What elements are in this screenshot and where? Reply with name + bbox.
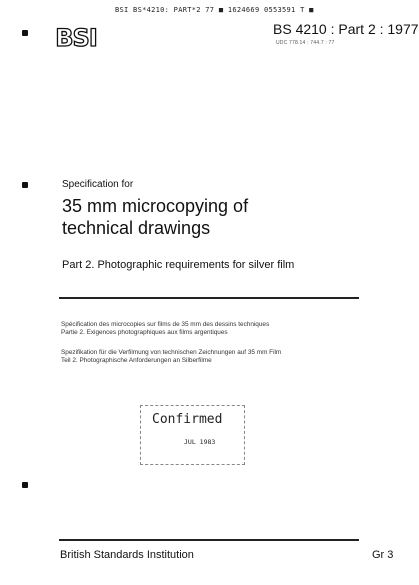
translation-line: Teil 2. Photographische Anforderungen an Silberfilme [61,357,212,364]
punch-mark [22,30,28,36]
punch-mark [22,182,28,188]
stamp-date: JUL 1983 [184,438,216,446]
organization-name: British Standards Institution [60,549,194,561]
part-subtitle: Part 2. Photographic requirements for silver film [62,259,295,271]
price-group: Gr 3 [372,549,394,561]
divider [59,539,359,541]
document-code-line: BSI BS*4210: PART*2 77 ■ 1624669 0553591 T ■ [115,6,314,14]
specification-label: Specification for [62,179,134,190]
bsi-logo [55,18,97,52]
svg-text:BSI: BSI [55,24,97,52]
translation-line: Spécification des microcopies sur films de 35 mm des dessins techniques [61,321,270,328]
divider [59,297,359,299]
german-title [61,349,281,365]
title-line: 35 mm microcopying of [62,196,249,216]
punch-mark [22,482,28,488]
translation-line: Spezifikation für die Verfilmung von technischen Zeichnungen auf 35 mm Film [61,349,282,356]
french-title [61,321,269,337]
udc-number: UDC 778.14 : 744.7 : 77 [276,40,335,46]
translation-line: Partie 2. Exigences photographiques aux films argentiques [61,329,228,336]
document-title [62,195,362,239]
title-line: technical drawings [62,218,211,238]
stamp-text: Confirmed [152,412,223,427]
standard-number: BS 4210 : Part 2 : 1977 [273,21,419,37]
